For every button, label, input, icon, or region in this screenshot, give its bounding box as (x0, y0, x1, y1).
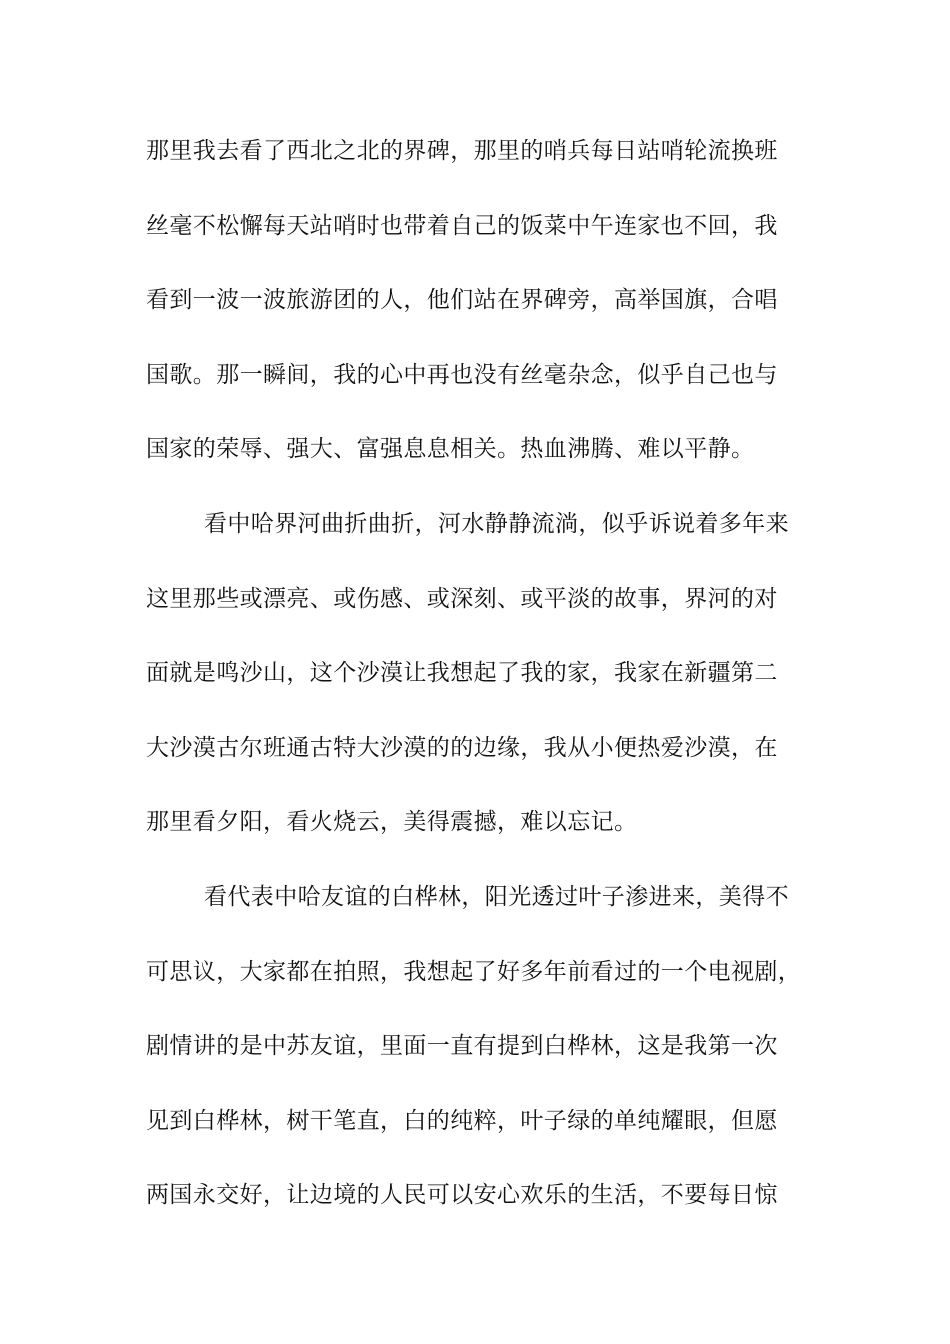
text-line: 见到白桦林，树干笔直，白的纯粹，叶子绿的单纯耀眼，但愿 (146, 1107, 778, 1134)
text-body (146, 131, 836, 1250)
paragraph-start-line: 看中哈界河曲折曲折，河水静静流淌，似乎诉说着多年来 (204, 510, 789, 537)
text-line: 那里我去看了西北之北的界碑，那里的哨兵每日站哨轮流换班 (146, 138, 778, 164)
text-line: 这里那些或漂亮、或伤感、或深刻、或平淡的故事，界河的对 (146, 585, 778, 612)
text-line: 面就是鸣沙山，这个沙漠让我想起了我的家，我家在新疆第二 (146, 660, 778, 687)
text-line: 两国永交好，让边境的人民可以安心欢乐的生活，不要每日惊 (146, 1182, 778, 1209)
text-line: 看到一波一波旅游团的人，他们站在界碑旁，高举国旗，合唱 (146, 287, 778, 314)
text-line: 国歌。那一瞬间，我的心中再也没有丝毫杂念，似乎自己也与 (146, 361, 778, 388)
text-line: 丝毫不松懈每天站哨时也带着自己的饭菜中午连家也不回，我 (146, 212, 778, 239)
text-line: 国家的荣辱、强大、富强息息相关。热血沸腾、难以平静。 (146, 436, 755, 463)
text-line: 那里看夕阳，看火烧云，美得震撼，难以忘记。 (146, 809, 638, 836)
text-line: 可思议，大家都在拍照，我想起了好多年前看过的一个电视剧， (146, 958, 802, 985)
paragraph-start-line: 看代表中哈友谊的白桦林，阳光透过叶子渗进来，美得不 (204, 883, 789, 910)
text-line: 剧情讲的是中苏友谊，里面一直有提到白桦林，这是我第一次 (146, 1033, 778, 1060)
text-line: 大沙漠古尔班通古特大沙漠的的边缘，我从小便热爱沙漠，在 (146, 734, 778, 761)
